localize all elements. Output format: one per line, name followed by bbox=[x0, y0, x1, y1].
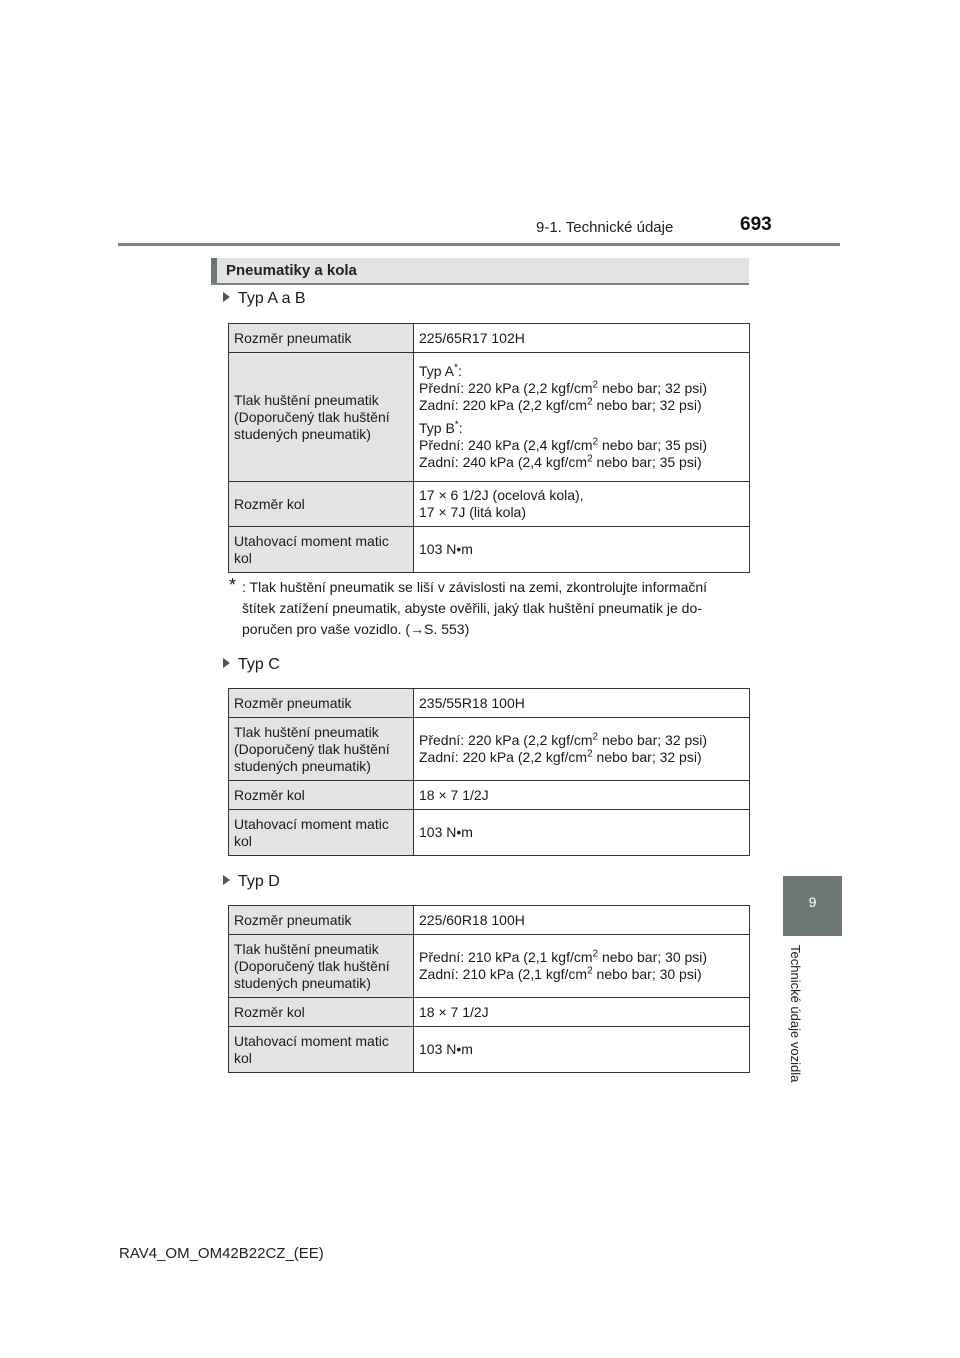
row-value bbox=[414, 935, 750, 998]
subhead-type-c bbox=[223, 656, 280, 674]
arrow-right-icon bbox=[223, 292, 230, 302]
row-label: Utahovací moment matic kol bbox=[229, 527, 414, 573]
type-b-label: Typ B*: bbox=[419, 419, 463, 436]
row-value: 235/55R18 100H bbox=[414, 689, 750, 718]
table-row bbox=[229, 810, 750, 856]
row-value: 103 N•m bbox=[414, 1027, 750, 1073]
row-label: Utahovací moment matic kol bbox=[229, 1027, 414, 1073]
pressure-front: Přední: 210 kPa (2,1 kgf/$cm^2$ nebo bar; 30 psi) bbox=[419, 948, 708, 965]
header-rule bbox=[118, 243, 840, 246]
spec-table-type-c bbox=[228, 688, 750, 856]
row-value bbox=[414, 482, 750, 527]
row-label: Rozměr pneumatik bbox=[229, 324, 414, 353]
row-label: Tlak huštění pneumatik (Doporučený tlak huštění studených pneumatik) bbox=[229, 718, 414, 781]
type-a-rear: Zadní: 220 kPa (2,2 kgf/$cm^2$ nebo bar; 32 psi) bbox=[419, 396, 702, 413]
header-section-title: 9-1. Technické údaje bbox=[536, 219, 674, 236]
subhead-type-d bbox=[223, 873, 280, 891]
row-label: Rozměr kol bbox=[229, 482, 414, 527]
row-label: Tlak huštění pneumatik (Doporučený tlak huštění studených pneumatik) bbox=[229, 353, 414, 482]
row-label: Tlak huštění pneumatik (Doporučený tlak huštění studených pneumatik) bbox=[229, 935, 414, 998]
table-row bbox=[229, 718, 750, 781]
chapter-label: Technické údaje vozidla bbox=[788, 945, 803, 1083]
spec-table-type-a-b bbox=[228, 323, 750, 573]
footer-document-code: RAV4_OM_OM42B22CZ_(EE) bbox=[119, 1245, 324, 1262]
chapter-tab[interactable] bbox=[783, 876, 842, 936]
subhead-text: Typ A a B bbox=[238, 290, 306, 307]
row-value: 103 N•m bbox=[414, 527, 750, 573]
footnote-line: : Tlak huštění pneumatik se liší v závislosti na zemi, zkontrolujte informační bbox=[242, 579, 708, 595]
table-row bbox=[229, 689, 750, 718]
pressure-rear: Zadní: 210 kPa (2,1 kgf/$cm^2$ nebo bar; 30 psi) bbox=[419, 965, 702, 982]
type-a-front: Přední: 220 kPa (2,2 kgf/$cm^2$ nebo bar; 32 psi) bbox=[419, 379, 708, 396]
arrow-right-icon bbox=[223, 875, 230, 885]
chapter-number: 9 bbox=[808, 894, 817, 910]
value-line: 17 × 6 1/2J (ocelová kola), bbox=[419, 487, 584, 503]
table-row bbox=[229, 906, 750, 935]
type-a-label: Typ A*: bbox=[419, 362, 462, 379]
row-label: Utahovací moment matic kol bbox=[229, 810, 414, 856]
table-row bbox=[229, 353, 750, 482]
footnote bbox=[229, 577, 754, 640]
table-row bbox=[229, 324, 750, 353]
row-label: Rozměr kol bbox=[229, 998, 414, 1027]
subhead-text: Typ D bbox=[238, 873, 280, 890]
section-title-accent bbox=[211, 258, 217, 283]
row-value: 225/60R18 100H bbox=[414, 906, 750, 935]
row-value: 18 × 7 1/2J bbox=[414, 998, 750, 1027]
row-value bbox=[414, 718, 750, 781]
table-row bbox=[229, 482, 750, 527]
row-label: Rozměr pneumatik bbox=[229, 906, 414, 935]
footnote-asterisk: * bbox=[229, 575, 237, 595]
subhead-text: Typ C bbox=[238, 656, 280, 673]
row-value bbox=[414, 353, 750, 482]
section-title-bar bbox=[211, 258, 749, 285]
spec-table-type-d bbox=[228, 905, 750, 1073]
row-value: 225/65R17 102H bbox=[414, 324, 750, 353]
row-label: Rozměr pneumatik bbox=[229, 689, 414, 718]
subhead-type-a-b bbox=[223, 290, 306, 308]
type-b-rear: Zadní: 240 kPa (2,4 kgf/$cm^2$ nebo bar; 35 psi) bbox=[419, 453, 702, 470]
table-row bbox=[229, 527, 750, 573]
row-value: 103 N•m bbox=[414, 810, 750, 856]
table-row bbox=[229, 998, 750, 1027]
value-line: 17 × 7J (litá kola) bbox=[419, 504, 526, 520]
arrow-right-icon bbox=[223, 658, 230, 668]
footnote-line: štítek zatížení pneumatik, abyste ověřili, jaký tlak huštění pneumatik je do- bbox=[242, 600, 702, 616]
row-value: 18 × 7 1/2J bbox=[414, 781, 750, 810]
table-row bbox=[229, 781, 750, 810]
section-title: Pneumatiky a kola bbox=[226, 262, 357, 279]
footnote-line: poručen pro vaše vozidlo. (→S. 553) bbox=[242, 621, 470, 637]
type-b-front: Přední: 240 kPa (2,4 kgf/$cm^2$ nebo bar; 35 psi) bbox=[419, 436, 708, 453]
table-row bbox=[229, 1027, 750, 1073]
row-label: Rozměr kol bbox=[229, 781, 414, 810]
pressure-front: Přední: 220 kPa (2,2 kgf/$cm^2$ nebo bar; 32 psi) bbox=[419, 731, 708, 748]
table-row bbox=[229, 935, 750, 998]
pressure-rear: Zadní: 220 kPa (2,2 kgf/$cm^2$ nebo bar; 32 psi) bbox=[419, 748, 702, 765]
page-number: 693 bbox=[740, 214, 772, 235]
